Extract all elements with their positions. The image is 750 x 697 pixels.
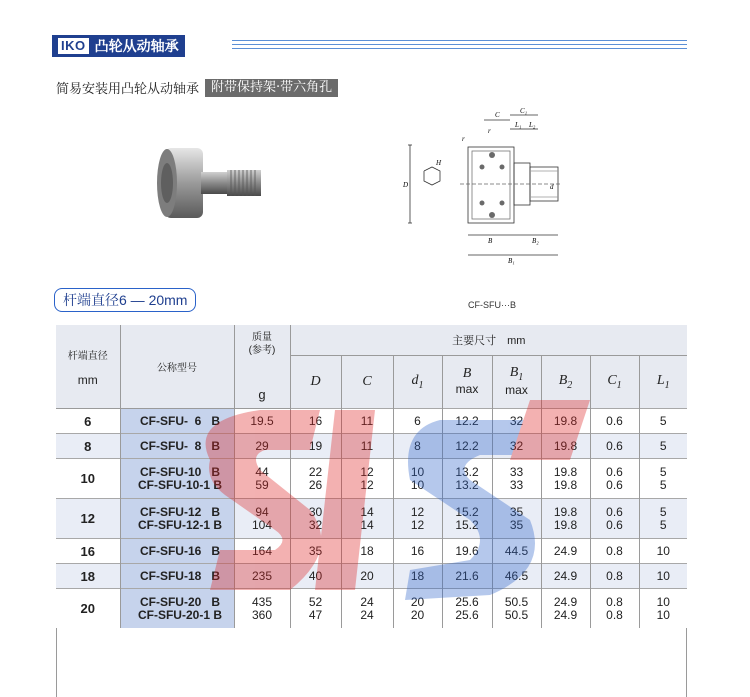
cell-mass — [234, 434, 290, 459]
cell-C — [341, 589, 393, 629]
col-B1-max: $B_1$ max — [492, 356, 541, 409]
cell-C1 — [590, 434, 639, 459]
value-C: 18 — [360, 543, 374, 558]
model-number: CF-SFU-20-1 B — [137, 607, 222, 622]
cell-d1 — [393, 539, 442, 564]
mass-unit: g — [258, 387, 266, 402]
col-D: D — [290, 356, 341, 409]
cell-shaft-dia: 16 — [56, 539, 120, 564]
subtitle-tag: 附带保持架·带六角孔 — [205, 79, 338, 97]
table-row — [56, 499, 687, 539]
header-rule-top — [232, 40, 687, 41]
cell-d1 — [393, 409, 442, 434]
value-mass: 164 — [251, 543, 273, 558]
value-C1: 0.6 — [606, 517, 623, 532]
cell-model — [120, 434, 234, 459]
cell-B2 — [541, 589, 590, 629]
cell-L1 — [639, 589, 687, 629]
col-dims-header: 主要尺寸 mm — [290, 325, 687, 356]
cell-D — [290, 539, 341, 564]
value-C: 14 — [360, 517, 374, 532]
cell-B2 — [541, 409, 590, 434]
cell-B — [442, 589, 492, 629]
cell-mass — [234, 589, 290, 629]
cell-mass — [234, 409, 290, 434]
cell-shaft-dia: 6 — [56, 409, 120, 434]
value-B1: 44.5 — [504, 543, 529, 558]
cell-model — [120, 564, 234, 589]
value-D: 52 — [308, 594, 323, 609]
value-d1: 6 — [414, 413, 421, 428]
dim-C: C — [495, 111, 500, 119]
cell-C — [341, 459, 393, 499]
cell-D — [290, 589, 341, 629]
value-D: 19 — [308, 438, 323, 453]
value-D: 22 — [308, 464, 323, 479]
cell-C — [341, 539, 393, 564]
cell-C1 — [590, 409, 639, 434]
value-C: 24 — [360, 607, 374, 622]
model-number: CF-SFU-18 B — [139, 568, 220, 583]
value-B1: 46.5 — [504, 568, 529, 583]
cell-shaft-dia: 18 — [56, 564, 120, 589]
model-number: CF-SFU-12 B — [139, 504, 220, 519]
subtitle-text: 简易安装用凸轮从动轴承 — [56, 82, 200, 97]
value-mass: 94 — [255, 504, 269, 519]
shaft-unit: mm — [77, 372, 98, 387]
value-d1: 20 — [410, 607, 425, 622]
model-number: CF-SFU-12-1 B — [137, 517, 222, 532]
col-d1: $d_1$ — [393, 356, 442, 409]
value-L1: 5 — [659, 517, 667, 532]
value-B: 21.6 — [455, 568, 479, 583]
cell-mass — [234, 499, 290, 539]
table-row — [56, 564, 687, 589]
value-B2: 24.9 — [553, 594, 578, 609]
col-shaft-dia: 杆端直径 mm — [56, 325, 120, 409]
col-mass: 质量 (参考) g — [234, 325, 290, 409]
value-B: 13.2 — [455, 464, 479, 479]
value-D: 26 — [308, 477, 323, 492]
brand-header — [52, 34, 185, 58]
dim-B2: B₂ — [532, 237, 539, 245]
value-L1: 10 — [656, 543, 670, 558]
col-B-max: B max — [442, 356, 492, 409]
value-C1: 0.8 — [606, 607, 623, 622]
value-mass: 59 — [255, 477, 269, 492]
col-C1: $C_1$ — [590, 356, 639, 409]
value-B2: 19.8 — [553, 504, 578, 519]
cell-B2 — [541, 564, 590, 589]
value-d1: 10 — [410, 464, 425, 479]
value-d1: 8 — [414, 438, 421, 453]
value-B: 13.2 — [455, 477, 479, 492]
value-B: 12.2 — [455, 438, 479, 453]
value-B1: 33 — [509, 464, 524, 479]
value-C1: 0.6 — [606, 464, 623, 479]
cell-L1 — [639, 434, 687, 459]
value-L1: 5 — [659, 504, 667, 519]
value-B2: 19.8 — [553, 477, 578, 492]
cell-B — [442, 459, 492, 499]
dim-r-right: r — [488, 127, 491, 135]
dim-L1: L₁ — [515, 121, 522, 129]
value-D: 47 — [308, 607, 323, 622]
value-C1: 0.6 — [606, 504, 623, 519]
value-D: 40 — [308, 568, 323, 583]
dim-d: d — [550, 183, 554, 191]
value-B2: 19.8 — [553, 464, 578, 479]
cell-C — [341, 564, 393, 589]
model-number: CF-SFU-10-1 B — [137, 477, 222, 492]
value-mass: 104 — [251, 517, 273, 532]
value-D: 32 — [308, 517, 323, 532]
product-photo — [155, 140, 275, 228]
value-L1: 5 — [659, 477, 667, 492]
table-row — [56, 434, 687, 459]
value-B1: 50.5 — [504, 607, 529, 622]
value-L1: 10 — [656, 607, 670, 622]
value-B: 25.6 — [455, 594, 479, 609]
cell-B — [442, 434, 492, 459]
col-model: 公称型号 — [120, 325, 234, 409]
ring-hub — [161, 163, 173, 203]
value-C1: 0.6 — [606, 413, 623, 428]
dim-C1: C₁ — [520, 107, 528, 115]
value-B1: 33 — [509, 477, 524, 492]
cell-B1 — [492, 409, 541, 434]
cell-D — [290, 459, 341, 499]
cell-d1 — [393, 499, 442, 539]
value-mass: 235 — [251, 568, 273, 583]
spec-table — [56, 325, 687, 628]
dim-B: B — [488, 237, 493, 245]
value-mass: 360 — [251, 607, 273, 622]
value-B2: 24.9 — [553, 607, 578, 622]
value-B2: 19.8 — [553, 438, 578, 453]
value-C: 14 — [360, 504, 374, 519]
cell-B1 — [492, 434, 541, 459]
cell-C — [341, 434, 393, 459]
stud-thread — [227, 170, 261, 196]
cell-L1 — [639, 499, 687, 539]
value-B2: 19.8 — [553, 413, 578, 428]
cell-L1 — [639, 409, 687, 434]
cell-B2 — [541, 434, 590, 459]
cell-model — [120, 589, 234, 629]
cell-d1 — [393, 589, 442, 629]
drawing-caption: CF-SFU···B — [468, 300, 516, 310]
cell-D — [290, 409, 341, 434]
value-D: 16 — [308, 413, 323, 428]
cell-C — [341, 409, 393, 434]
value-d1: 18 — [410, 568, 425, 583]
cell-B — [442, 564, 492, 589]
value-d1: 20 — [410, 594, 425, 609]
value-mass: 435 — [251, 594, 273, 609]
cell-B — [442, 499, 492, 539]
table-row — [56, 589, 687, 629]
cell-C1 — [590, 539, 639, 564]
table-row — [56, 409, 687, 434]
table-row — [56, 459, 687, 499]
model-number: CF-SFU-20 B — [139, 594, 220, 609]
cell-B1 — [492, 539, 541, 564]
header-rule-bottom — [232, 48, 687, 49]
value-B2: 24.9 — [553, 543, 578, 558]
cell-D — [290, 564, 341, 589]
cell-L1 — [639, 539, 687, 564]
cell-B2 — [541, 459, 590, 499]
value-L1: 10 — [656, 594, 670, 609]
value-C1: 0.8 — [606, 568, 623, 583]
value-B1: 35 — [509, 504, 524, 519]
value-d1: 10 — [410, 477, 425, 492]
value-C1: 0.6 — [606, 477, 623, 492]
cell-model — [120, 499, 234, 539]
col-L1: $L_1$ — [639, 356, 687, 409]
value-B: 19.6 — [455, 543, 479, 558]
value-C: 11 — [360, 438, 374, 453]
cell-C1 — [590, 499, 639, 539]
dim-D: D — [403, 181, 409, 189]
cell-shaft-dia: 10 — [56, 459, 120, 499]
value-B: 15.2 — [455, 517, 479, 532]
value-C1: 0.8 — [606, 543, 623, 558]
cell-B1 — [492, 459, 541, 499]
value-d1: 16 — [410, 543, 425, 558]
value-D: 30 — [308, 504, 323, 519]
value-B1: 50.5 — [504, 594, 529, 609]
cell-model — [120, 409, 234, 434]
cell-mass — [234, 539, 290, 564]
cell-shaft-dia: 8 — [56, 434, 120, 459]
cell-B — [442, 409, 492, 434]
value-C: 12 — [360, 477, 374, 492]
value-L1: 5 — [659, 438, 667, 453]
value-B: 12.2 — [455, 413, 479, 428]
rollers-section — [480, 152, 505, 218]
dimension-drawing — [400, 105, 560, 265]
cell-B — [442, 539, 492, 564]
model-number: CF-SFU-10 B — [139, 464, 220, 479]
cell-D — [290, 434, 341, 459]
cell-shaft-dia: 12 — [56, 499, 120, 539]
cell-B1 — [492, 499, 541, 539]
model-number: CF-SFU- 8 B — [140, 438, 220, 453]
value-B1: 32 — [509, 413, 524, 428]
value-B: 15.2 — [455, 504, 479, 519]
cell-model — [120, 459, 234, 499]
model-number: CF-SFU- 6 B — [140, 413, 220, 428]
cell-B1 — [492, 589, 541, 629]
value-B2: 24.9 — [553, 568, 578, 583]
cell-D — [290, 499, 341, 539]
value-C: 12 — [360, 464, 374, 479]
value-C: 11 — [360, 413, 374, 428]
cell-B1 — [492, 564, 541, 589]
value-d1: 12 — [410, 517, 425, 532]
value-C: 24 — [360, 594, 374, 609]
value-mass: 29 — [255, 438, 269, 453]
spec-table-body — [56, 409, 687, 629]
cell-mass — [234, 564, 290, 589]
table-row — [56, 539, 687, 564]
value-D: 35 — [308, 543, 323, 558]
value-mass: 19.5 — [250, 413, 274, 428]
header-rule-middle — [232, 44, 687, 45]
cell-B2 — [541, 499, 590, 539]
dim-L2: L₂ — [529, 121, 536, 129]
dim-B1: B₁ — [508, 257, 515, 265]
range-label: 杆端直径6 — 20mm — [54, 288, 196, 312]
value-d1: 12 — [410, 504, 425, 519]
brand-box — [52, 35, 185, 57]
col-B2: $B_2$ — [541, 356, 590, 409]
cell-d1 — [393, 459, 442, 499]
value-L1: 5 — [659, 413, 667, 428]
col-C: C — [341, 356, 393, 409]
value-B1: 32 — [509, 438, 524, 453]
value-L1: 5 — [659, 464, 667, 479]
cell-model — [120, 539, 234, 564]
stud-shaft — [201, 172, 229, 194]
cell-C1 — [590, 564, 639, 589]
value-C: 20 — [360, 568, 374, 583]
value-B: 25.6 — [455, 607, 479, 622]
cell-mass — [234, 459, 290, 499]
dim-r-left: r — [462, 135, 465, 143]
cell-d1 — [393, 434, 442, 459]
cell-shaft-dia: 20 — [56, 589, 120, 629]
page-title: 凸轮从动轴承 — [94, 38, 179, 54]
value-C1: 0.8 — [606, 594, 623, 609]
value-B1: 35 — [509, 517, 524, 532]
subtitle — [56, 78, 338, 97]
cell-B2 — [541, 539, 590, 564]
cell-C1 — [590, 459, 639, 499]
iko-logo: IKO — [58, 38, 89, 54]
dim-H: H — [436, 159, 442, 167]
cell-L1 — [639, 459, 687, 499]
value-C1: 0.6 — [606, 438, 623, 453]
value-mass: 44 — [255, 464, 269, 479]
cell-L1 — [639, 564, 687, 589]
model-number: CF-SFU-16 B — [139, 543, 220, 558]
cell-C1 — [590, 589, 639, 629]
value-B2: 19.8 — [553, 517, 578, 532]
cell-d1 — [393, 564, 442, 589]
value-L1: 10 — [656, 568, 670, 583]
cell-C — [341, 499, 393, 539]
